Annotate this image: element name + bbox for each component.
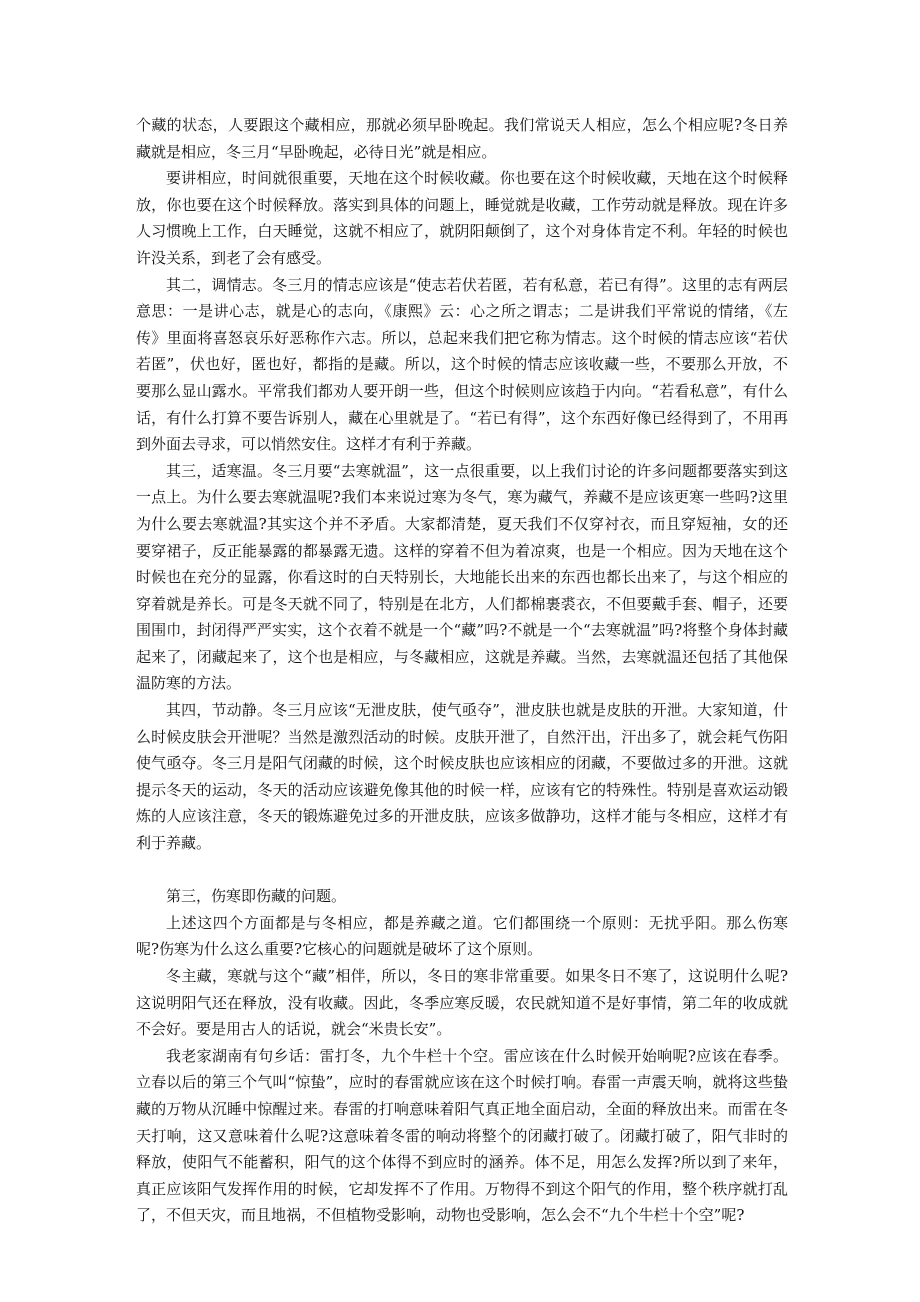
section-heading: 第三，伤寒即伤藏的问题。 xyxy=(166,887,347,906)
paragraph-7: 冬主藏，寒就与这个“藏”相伴，所以，冬日的寒非常重要。如果冬日不寒了，这说明什么呢?这说明阳气还在释放，没有收藏。因此，冬季应寒反暖，农民就知道不是好事情，第二年的收成就不会好。要是用古人的话说，就会“米贵长安”。 xyxy=(136,967,788,1039)
paragraph-1: 个藏的状态，人要跟这个藏相应，那就必须早卧晚起。我们常说天人相应，怎么个相应呢?冬日养藏就是相应，冬三月“早卧晚起，必待日光”就是相应。 xyxy=(136,116,788,161)
paragraph-3: 其二，调情志。冬三月的情志应该是“使志若伏若匿，若有私意，若已有得”。这里的志有两层意思：一是讲心志，就是心的志向，《康熙》云：心之所之谓志；二是讲我们平常说的情绪，《左传》里面将喜怒哀乐好恶称作六志。所以，总起来我们把它称为情志。这个时候的情志应该“若伏若匿”，伏也好，匿也好，都指的是藏。所以，这个时候的情志应该收藏一些，不要那么开放，不要那么显山露水。平常我们都劝人要开朗一些，但这个时候则应该趋于内向。“若看私意”，有什么话，有什么打算不要告诉别人，藏在心里就是了。“若已有得”，这个东西好像已经得到了，不用再到外面去寻求，可以悄然安住。这样才有利于养藏。 xyxy=(136,275,788,454)
document-body xyxy=(136,112,788,1229)
paragraph-6: 上述这四个方面都是与冬相应，都是养藏之道。它们都围绕一个原则：无扰乎阳。那么伤寒呢?伤寒为什么这么重要?它核心的问题就是破坏了这个原则。 xyxy=(136,913,788,959)
paragraph-8: 我老家湖南有句乡话：雷打冬，九个牛栏十个空。雷应该在什么时候开始响呢?应该在春季。立春以后的第三个气叫“惊蛰”，应时的春雷就应该在这个时候打响。春雷一声震天响，就将这些蛰藏的万物从沉睡中惊醒过来。春雷的打响意味着阳气真正地全面启动，全面的释放出来。而雷在冬天打响，这又意味着什么呢?这意味着冬雷的响动将整个的闭藏打破了。闭藏打破了，阳气非时的释放，使阳气不能蓄积，阳气的这个体得不到应时的涵养。体不足，用怎么发挥?所以到了来年，真正应该阳气发挥作用的时候，它却发挥不了作用。万物得不到这个阳气的作用，整个秩序就打乱了，不但天灾，而且地祸，不但植物受影响，动物也受影响，怎么会不“九个牛栏十个空”呢? xyxy=(136,1046,788,1225)
paragraph-4: 其三，适寒温。冬三月要“去寒就温”，这一点很重要，以上我们讨论的许多问题都要落实到这一点上。为什么要去寒就温呢?我们本来说过寒为冬气，寒为藏气，养藏不是应该更寒一些吗?这里为什么要去寒就温?其实这个并不矛盾。大家都清楚，夏天我们不仅穿衬衣，而且穿短袖，女的还要穿裙子，反正能暴露的都暴露无遗。这样的穿着不但为着凉爽，也是一个相应。因为天地在这个时候也在充分的显露，你看这时的白天特别长，大地能长出来的东西也都长出来了，与这个相应的穿着就是养长。可是冬天就不同了，特别是在北方，人们都棉裹裘衣，不但要戴手套、帽子，还要围围巾，封闭得严严实实，这个衣着不就是一个“藏”吗?不就是一个“去寒就温”吗?将整个身体封藏起来了，闭藏起来了，这个也是相应，与冬藏相应，这就是养藏。当然，去寒就温还包括了其他保温防寒的方法。 xyxy=(136,461,788,693)
paragraph-spacer xyxy=(136,857,788,884)
paragraph-2: 要讲相应，时间就很重要，天地在这个时候收藏。你也要在这个时候收藏，天地在这个时候释放，你也要在这个时候释放。落实到具体的问题上，睡觉就是收藏，工作劳动就是释放。现在许多人习惯晚上工作，白天睡觉，这就不相应了，就阴阳颠倒了，这个对身体肯定不利。年轻的时候也许没关系，到老了会有感受。 xyxy=(136,169,788,267)
paragraph-5: 其四，节动静。冬三月应该“无泄皮肤，使气亟夺”，泄皮肤也就是皮肤的开泄。大家知道，什么时候皮肤会开泄呢？当然是激烈活动的时候。皮肤开泄了，自然汗出，汗出多了，就会耗气伤阳使气亟夺。冬三月是阳气闭藏的时候，这个时候皮肤也应该相应的闭藏，不要做过多的开泄。这就提示冬天的运动，冬天的活动应该避免像其他的时候一样，应该有它的特殊性。特别是喜欢运动锻炼的人应该注意，冬天的锻炼避免过多的开泄皮肤，应该多做静功，这样才能与冬相应，这样才有利于养藏。 xyxy=(136,701,788,853)
